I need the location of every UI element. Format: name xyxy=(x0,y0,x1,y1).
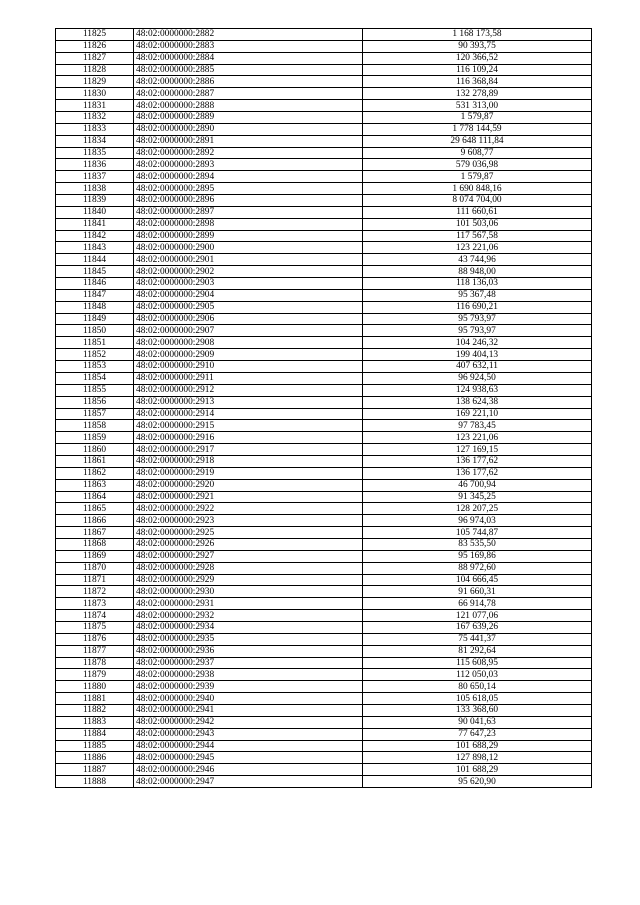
cadastral-value-cell: 29 648 111,84 xyxy=(363,135,592,147)
cadastral-value-cell: 116 368,84 xyxy=(363,76,592,88)
cadastral-value-table xyxy=(55,28,592,788)
row-number-cell: 11854 xyxy=(56,372,134,384)
table-row xyxy=(56,123,592,135)
cadastral-number-cell: 48:02:0000000:2922 xyxy=(134,503,363,515)
row-number-cell: 11877 xyxy=(56,645,134,657)
cadastral-value-cell: 101 503,06 xyxy=(363,218,592,230)
row-number-cell: 11876 xyxy=(56,633,134,645)
table-row xyxy=(56,183,592,195)
table-row xyxy=(56,230,592,242)
table-row xyxy=(56,76,592,88)
cadastral-number-cell: 48:02:0000000:2940 xyxy=(134,693,363,705)
cadastral-value-cell: 124 938,63 xyxy=(363,384,592,396)
cadastral-value-cell: 138 624,38 xyxy=(363,396,592,408)
cadastral-number-cell: 48:02:0000000:2932 xyxy=(134,610,363,622)
cadastral-value-cell: 1 778 144,59 xyxy=(363,123,592,135)
cadastral-number-cell: 48:02:0000000:2885 xyxy=(134,64,363,76)
cadastral-value-cell: 75 441,37 xyxy=(363,633,592,645)
row-number-cell: 11840 xyxy=(56,206,134,218)
table-row xyxy=(56,313,592,325)
cadastral-value-cell: 101 688,29 xyxy=(363,740,592,752)
cadastral-number-cell: 48:02:0000000:2929 xyxy=(134,574,363,586)
cadastral-value-cell: 133 368,60 xyxy=(363,704,592,716)
cadastral-value-cell: 127 169,15 xyxy=(363,444,592,456)
cadastral-number-cell: 48:02:0000000:2899 xyxy=(134,230,363,242)
cadastral-number-cell: 48:02:0000000:2913 xyxy=(134,396,363,408)
cadastral-value-cell: 169 221,10 xyxy=(363,408,592,420)
table-row xyxy=(56,349,592,361)
cadastral-value-cell: 91 345,25 xyxy=(363,491,592,503)
cadastral-value-cell: 111 660,61 xyxy=(363,206,592,218)
row-number-cell: 11830 xyxy=(56,88,134,100)
row-number-cell: 11879 xyxy=(56,669,134,681)
table-row xyxy=(56,88,592,100)
row-number-cell: 11845 xyxy=(56,266,134,278)
cadastral-value-cell: 199 404,13 xyxy=(363,349,592,361)
row-number-cell: 11831 xyxy=(56,100,134,112)
row-number-cell: 11841 xyxy=(56,218,134,230)
cadastral-number-cell: 48:02:0000000:2943 xyxy=(134,728,363,740)
cadastral-value-cell: 91 660,31 xyxy=(363,586,592,598)
table-row xyxy=(56,704,592,716)
row-number-cell: 11887 xyxy=(56,764,134,776)
row-number-cell: 11826 xyxy=(56,40,134,52)
row-number-cell: 11862 xyxy=(56,467,134,479)
table-row xyxy=(56,135,592,147)
table-row xyxy=(56,515,592,527)
row-number-cell: 11868 xyxy=(56,538,134,550)
table-row xyxy=(56,52,592,64)
table-row xyxy=(56,100,592,112)
row-number-cell: 11869 xyxy=(56,550,134,562)
cadastral-number-cell: 48:02:0000000:2934 xyxy=(134,621,363,633)
row-number-cell: 11835 xyxy=(56,147,134,159)
table-row xyxy=(56,432,592,444)
table-row xyxy=(56,218,592,230)
cadastral-number-cell: 48:02:0000000:2918 xyxy=(134,455,363,467)
cadastral-number-cell: 48:02:0000000:2926 xyxy=(134,538,363,550)
table-row xyxy=(56,40,592,52)
cadastral-number-cell: 48:02:0000000:2900 xyxy=(134,242,363,254)
cadastral-number-cell: 48:02:0000000:2903 xyxy=(134,278,363,290)
cadastral-value-cell: 95 793,97 xyxy=(363,313,592,325)
table-row xyxy=(56,266,592,278)
table-row xyxy=(56,112,592,124)
table-row xyxy=(56,728,592,740)
row-number-cell: 11880 xyxy=(56,681,134,693)
document-page xyxy=(55,28,591,788)
cadastral-number-cell: 48:02:0000000:2896 xyxy=(134,195,363,207)
table-row xyxy=(56,598,592,610)
table-row xyxy=(56,372,592,384)
cadastral-value-cell: 9 608,77 xyxy=(363,147,592,159)
cadastral-number-cell: 48:02:0000000:2914 xyxy=(134,408,363,420)
cadastral-value-cell: 123 221,06 xyxy=(363,432,592,444)
table-row xyxy=(56,301,592,313)
row-number-cell: 11867 xyxy=(56,527,134,539)
row-number-cell: 11858 xyxy=(56,420,134,432)
cadastral-number-cell: 48:02:0000000:2888 xyxy=(134,100,363,112)
cadastral-number-cell: 48:02:0000000:2892 xyxy=(134,147,363,159)
table-row xyxy=(56,420,592,432)
cadastral-value-cell: 116 690,21 xyxy=(363,301,592,313)
row-number-cell: 11881 xyxy=(56,693,134,705)
cadastral-number-cell: 48:02:0000000:2893 xyxy=(134,159,363,171)
cadastral-number-cell: 48:02:0000000:2895 xyxy=(134,183,363,195)
cadastral-value-cell: 80 650,14 xyxy=(363,681,592,693)
table-row xyxy=(56,195,592,207)
table-row xyxy=(56,657,592,669)
row-number-cell: 11846 xyxy=(56,278,134,290)
cadastral-number-cell: 48:02:0000000:2939 xyxy=(134,681,363,693)
cadastral-value-cell: 66 914,78 xyxy=(363,598,592,610)
row-number-cell: 11860 xyxy=(56,444,134,456)
row-number-cell: 11838 xyxy=(56,183,134,195)
row-number-cell: 11878 xyxy=(56,657,134,669)
cadastral-number-cell: 48:02:0000000:2907 xyxy=(134,325,363,337)
cadastral-number-cell: 48:02:0000000:2925 xyxy=(134,527,363,539)
row-number-cell: 11882 xyxy=(56,704,134,716)
cadastral-value-cell: 46 700,94 xyxy=(363,479,592,491)
cadastral-value-cell: 104 246,32 xyxy=(363,337,592,349)
row-number-cell: 11825 xyxy=(56,29,134,41)
row-number-cell: 11885 xyxy=(56,740,134,752)
cadastral-number-cell: 48:02:0000000:2887 xyxy=(134,88,363,100)
table-row xyxy=(56,455,592,467)
cadastral-value-cell: 101 688,29 xyxy=(363,764,592,776)
cadastral-value-cell: 88 972,60 xyxy=(363,562,592,574)
cadastral-value-cell: 115 608,95 xyxy=(363,657,592,669)
table-row xyxy=(56,740,592,752)
table-row xyxy=(56,325,592,337)
table-row xyxy=(56,444,592,456)
row-number-cell: 11888 xyxy=(56,776,134,788)
cadastral-number-cell: 48:02:0000000:2920 xyxy=(134,479,363,491)
cadastral-number-cell: 48:02:0000000:2909 xyxy=(134,349,363,361)
cadastral-number-cell: 48:02:0000000:2911 xyxy=(134,372,363,384)
row-number-cell: 11866 xyxy=(56,515,134,527)
table-row xyxy=(56,586,592,598)
cadastral-value-cell: 136 177,62 xyxy=(363,455,592,467)
cadastral-number-cell: 48:02:0000000:2942 xyxy=(134,716,363,728)
cadastral-number-cell: 48:02:0000000:2906 xyxy=(134,313,363,325)
row-number-cell: 11839 xyxy=(56,195,134,207)
cadastral-number-cell: 48:02:0000000:2883 xyxy=(134,40,363,52)
cadastral-number-cell: 48:02:0000000:2944 xyxy=(134,740,363,752)
cadastral-number-cell: 48:02:0000000:2898 xyxy=(134,218,363,230)
row-number-cell: 11827 xyxy=(56,52,134,64)
cadastral-number-cell: 48:02:0000000:2921 xyxy=(134,491,363,503)
cadastral-value-cell: 1 168 173,58 xyxy=(363,29,592,41)
table-row xyxy=(56,361,592,373)
cadastral-number-cell: 48:02:0000000:2897 xyxy=(134,206,363,218)
row-number-cell: 11853 xyxy=(56,361,134,373)
table-row xyxy=(56,242,592,254)
cadastral-value-cell: 90 041,63 xyxy=(363,716,592,728)
cadastral-number-cell: 48:02:0000000:2919 xyxy=(134,467,363,479)
cadastral-value-cell: 95 620,90 xyxy=(363,776,592,788)
cadastral-value-cell: 104 666,45 xyxy=(363,574,592,586)
cadastral-value-cell: 136 177,62 xyxy=(363,467,592,479)
row-number-cell: 11829 xyxy=(56,76,134,88)
cadastral-value-cell: 83 535,50 xyxy=(363,538,592,550)
row-number-cell: 11851 xyxy=(56,337,134,349)
row-number-cell: 11864 xyxy=(56,491,134,503)
cadastral-number-cell: 48:02:0000000:2889 xyxy=(134,112,363,124)
table-row xyxy=(56,693,592,705)
cadastral-value-cell: 43 744,96 xyxy=(363,254,592,266)
row-number-cell: 11828 xyxy=(56,64,134,76)
row-number-cell: 11861 xyxy=(56,455,134,467)
table-row xyxy=(56,64,592,76)
cadastral-number-cell: 48:02:0000000:2945 xyxy=(134,752,363,764)
table-row xyxy=(56,610,592,622)
row-number-cell: 11844 xyxy=(56,254,134,266)
cadastral-number-cell: 48:02:0000000:2930 xyxy=(134,586,363,598)
cadastral-number-cell: 48:02:0000000:2935 xyxy=(134,633,363,645)
cadastral-number-cell: 48:02:0000000:2882 xyxy=(134,29,363,41)
cadastral-value-cell: 127 898,12 xyxy=(363,752,592,764)
table-row xyxy=(56,776,592,788)
cadastral-number-cell: 48:02:0000000:2886 xyxy=(134,76,363,88)
table-row xyxy=(56,479,592,491)
table-row xyxy=(56,29,592,41)
cadastral-number-cell: 48:02:0000000:2908 xyxy=(134,337,363,349)
table-row xyxy=(56,645,592,657)
cadastral-number-cell: 48:02:0000000:2890 xyxy=(134,123,363,135)
row-number-cell: 11842 xyxy=(56,230,134,242)
table-row xyxy=(56,467,592,479)
cadastral-number-cell: 48:02:0000000:2884 xyxy=(134,52,363,64)
cadastral-value-cell: 8 074 704,00 xyxy=(363,195,592,207)
cadastral-number-cell: 48:02:0000000:2912 xyxy=(134,384,363,396)
cadastral-number-cell: 48:02:0000000:2947 xyxy=(134,776,363,788)
cadastral-value-cell: 531 313,00 xyxy=(363,100,592,112)
table-row xyxy=(56,408,592,420)
cadastral-number-cell: 48:02:0000000:2941 xyxy=(134,704,363,716)
cadastral-number-cell: 48:02:0000000:2910 xyxy=(134,361,363,373)
cadastral-value-cell: 96 974,03 xyxy=(363,515,592,527)
table-row xyxy=(56,562,592,574)
cadastral-value-cell: 105 744,87 xyxy=(363,527,592,539)
table-row xyxy=(56,206,592,218)
row-number-cell: 11843 xyxy=(56,242,134,254)
cadastral-value-cell: 95 169,86 xyxy=(363,550,592,562)
row-number-cell: 11875 xyxy=(56,621,134,633)
cadastral-number-cell: 48:02:0000000:2902 xyxy=(134,266,363,278)
cadastral-number-cell: 48:02:0000000:2894 xyxy=(134,171,363,183)
table-row xyxy=(56,396,592,408)
cadastral-number-cell: 48:02:0000000:2915 xyxy=(134,420,363,432)
row-number-cell: 11857 xyxy=(56,408,134,420)
cadastral-value-cell: 118 136,03 xyxy=(363,278,592,290)
cadastral-number-cell: 48:02:0000000:2901 xyxy=(134,254,363,266)
row-number-cell: 11865 xyxy=(56,503,134,515)
cadastral-value-cell: 97 783,45 xyxy=(363,420,592,432)
cadastral-number-cell: 48:02:0000000:2917 xyxy=(134,444,363,456)
row-number-cell: 11852 xyxy=(56,349,134,361)
cadastral-value-cell: 579 036,98 xyxy=(363,159,592,171)
row-number-cell: 11870 xyxy=(56,562,134,574)
cadastral-value-cell: 128 207,25 xyxy=(363,503,592,515)
cadastral-value-cell: 132 278,89 xyxy=(363,88,592,100)
row-number-cell: 11872 xyxy=(56,586,134,598)
cadastral-value-cell: 117 567,58 xyxy=(363,230,592,242)
cadastral-number-cell: 48:02:0000000:2928 xyxy=(134,562,363,574)
cadastral-number-cell: 48:02:0000000:2891 xyxy=(134,135,363,147)
table-row xyxy=(56,171,592,183)
cadastral-value-cell: 1 579,87 xyxy=(363,112,592,124)
row-number-cell: 11874 xyxy=(56,610,134,622)
cadastral-value-cell: 105 618,05 xyxy=(363,693,592,705)
cadastral-value-cell: 90 393,75 xyxy=(363,40,592,52)
cadastral-value-cell: 95 793,97 xyxy=(363,325,592,337)
table-row xyxy=(56,752,592,764)
row-number-cell: 11837 xyxy=(56,171,134,183)
cadastral-number-cell: 48:02:0000000:2938 xyxy=(134,669,363,681)
row-number-cell: 11856 xyxy=(56,396,134,408)
table-row xyxy=(56,681,592,693)
row-number-cell: 11847 xyxy=(56,289,134,301)
cadastral-value-cell: 77 647,23 xyxy=(363,728,592,740)
table-row xyxy=(56,550,592,562)
cadastral-value-cell: 121 077,06 xyxy=(363,610,592,622)
table-row xyxy=(56,289,592,301)
cadastral-value-cell: 88 948,00 xyxy=(363,266,592,278)
cadastral-number-cell: 48:02:0000000:2931 xyxy=(134,598,363,610)
row-number-cell: 11871 xyxy=(56,574,134,586)
cadastral-value-cell: 407 632,11 xyxy=(363,361,592,373)
cadastral-value-cell: 1 690 848,16 xyxy=(363,183,592,195)
table-row xyxy=(56,764,592,776)
cadastral-value-cell: 116 109,24 xyxy=(363,64,592,76)
cadastral-value-cell: 123 221,06 xyxy=(363,242,592,254)
row-number-cell: 11859 xyxy=(56,432,134,444)
cadastral-value-cell: 1 579,87 xyxy=(363,171,592,183)
table-row xyxy=(56,254,592,266)
table-row xyxy=(56,716,592,728)
row-number-cell: 11832 xyxy=(56,112,134,124)
row-number-cell: 11833 xyxy=(56,123,134,135)
cadastral-value-cell: 112 050,03 xyxy=(363,669,592,681)
table-row xyxy=(56,159,592,171)
table-body xyxy=(56,29,592,788)
table-row xyxy=(56,491,592,503)
cadastral-number-cell: 48:02:0000000:2946 xyxy=(134,764,363,776)
table-row xyxy=(56,503,592,515)
cadastral-value-cell: 81 292,64 xyxy=(363,645,592,657)
table-row xyxy=(56,633,592,645)
table-row xyxy=(56,538,592,550)
row-number-cell: 11873 xyxy=(56,598,134,610)
row-number-cell: 11848 xyxy=(56,301,134,313)
row-number-cell: 11850 xyxy=(56,325,134,337)
table-row xyxy=(56,574,592,586)
table-row xyxy=(56,621,592,633)
cadastral-number-cell: 48:02:0000000:2904 xyxy=(134,289,363,301)
row-number-cell: 11886 xyxy=(56,752,134,764)
table-row xyxy=(56,278,592,290)
table-row xyxy=(56,337,592,349)
cadastral-value-cell: 96 924,50 xyxy=(363,372,592,384)
cadastral-number-cell: 48:02:0000000:2916 xyxy=(134,432,363,444)
row-number-cell: 11863 xyxy=(56,479,134,491)
cadastral-value-cell: 120 366,52 xyxy=(363,52,592,64)
cadastral-number-cell: 48:02:0000000:2923 xyxy=(134,515,363,527)
table-row xyxy=(56,147,592,159)
cadastral-number-cell: 48:02:0000000:2936 xyxy=(134,645,363,657)
row-number-cell: 11849 xyxy=(56,313,134,325)
cadastral-number-cell: 48:02:0000000:2905 xyxy=(134,301,363,313)
table-row xyxy=(56,669,592,681)
row-number-cell: 11883 xyxy=(56,716,134,728)
cadastral-number-cell: 48:02:0000000:2927 xyxy=(134,550,363,562)
row-number-cell: 11855 xyxy=(56,384,134,396)
table-row xyxy=(56,527,592,539)
row-number-cell: 11834 xyxy=(56,135,134,147)
table-row xyxy=(56,384,592,396)
row-number-cell: 11836 xyxy=(56,159,134,171)
row-number-cell: 11884 xyxy=(56,728,134,740)
cadastral-value-cell: 167 639,26 xyxy=(363,621,592,633)
cadastral-number-cell: 48:02:0000000:2937 xyxy=(134,657,363,669)
cadastral-value-cell: 95 367,48 xyxy=(363,289,592,301)
